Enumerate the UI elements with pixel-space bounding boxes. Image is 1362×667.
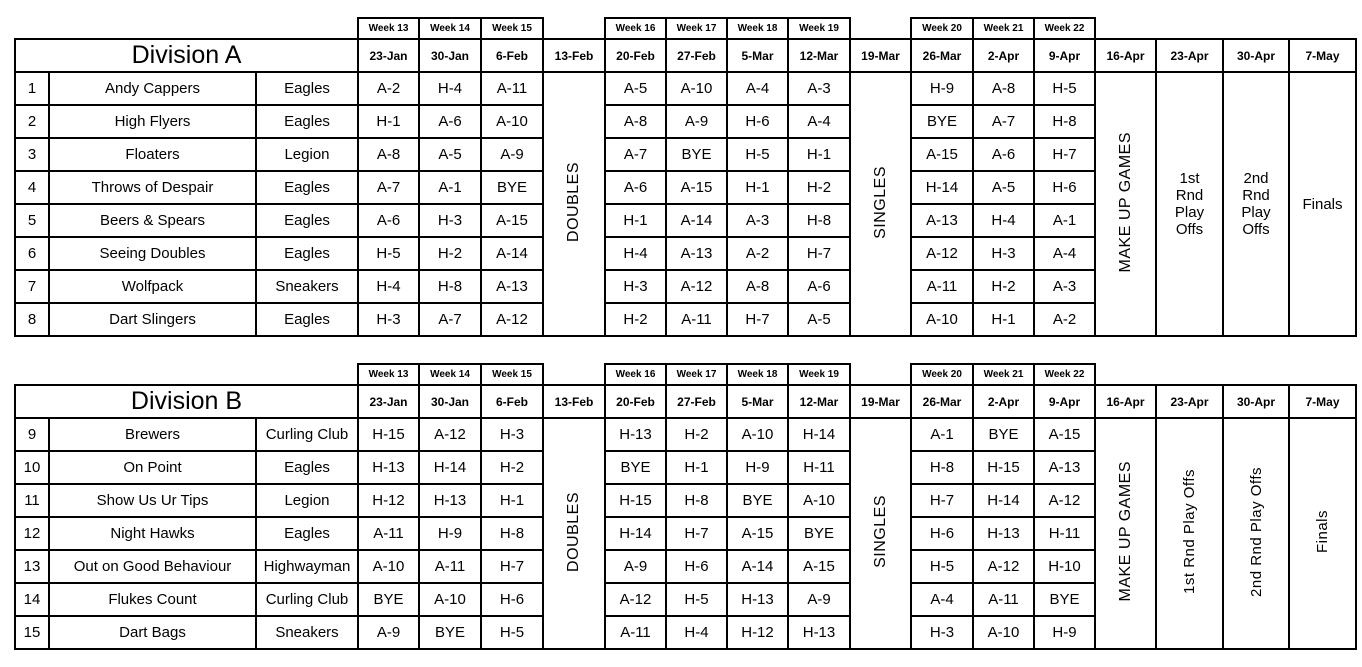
match-cell: H-2 — [605, 303, 666, 336]
match-cell: A-12 — [605, 583, 666, 616]
team-row — [15, 72, 1356, 105]
week-label: Week 13 — [358, 18, 419, 39]
date-header: 9-Apr — [1034, 39, 1095, 72]
team-name: Floaters — [49, 138, 256, 171]
match-cell: A-13 — [481, 270, 543, 303]
match-cell: A-7 — [358, 171, 419, 204]
match-cell: A-10 — [666, 72, 727, 105]
team-venue: Sneakers — [256, 616, 358, 649]
playoff-round2-cell — [1223, 72, 1289, 336]
week-label: Week 16 — [605, 18, 666, 39]
team-name: Seeing Doubles — [49, 237, 256, 270]
match-cell: H-11 — [788, 451, 850, 484]
playoff-round1-cell — [1156, 418, 1223, 649]
match-cell: BYE — [605, 451, 666, 484]
match-cell: A-4 — [911, 583, 973, 616]
match-cell: H-1 — [727, 171, 788, 204]
match-cell: H-4 — [605, 237, 666, 270]
playoff-round1-label: 1st Rnd Play Offs — [1181, 469, 1198, 594]
match-cell: A-6 — [419, 105, 481, 138]
match-cell: A-6 — [605, 171, 666, 204]
doubles-cell — [543, 72, 605, 336]
team-number: 13 — [15, 550, 49, 583]
match-cell: A-8 — [358, 138, 419, 171]
team-venue: Eagles — [256, 237, 358, 270]
doubles-label: DOUBLES — [565, 162, 582, 242]
match-cell: BYE — [481, 171, 543, 204]
playoff-round2-cell — [1223, 418, 1289, 649]
division-title: Division A — [15, 39, 358, 72]
match-cell: A-5 — [419, 138, 481, 171]
match-cell: A-10 — [911, 303, 973, 336]
match-cell: A-10 — [358, 550, 419, 583]
match-cell: A-5 — [605, 72, 666, 105]
week-label: Week 21 — [973, 364, 1034, 385]
match-cell: H-2 — [788, 171, 850, 204]
match-cell: A-7 — [419, 303, 481, 336]
finals-cell — [1289, 418, 1356, 649]
division-title: Division B — [15, 385, 358, 418]
date-header-row — [15, 39, 1356, 72]
team-name: Throws of Despair — [49, 171, 256, 204]
team-name: Show Us Ur Tips — [49, 484, 256, 517]
date-header: 23-Apr — [1156, 39, 1223, 72]
match-cell: A-5 — [973, 171, 1034, 204]
date-header: 13-Feb — [543, 39, 605, 72]
match-cell: A-11 — [358, 517, 419, 550]
playoff-round1-cell — [1156, 72, 1223, 336]
match-cell: H-3 — [911, 616, 973, 649]
match-cell: H-15 — [973, 451, 1034, 484]
team-number: 4 — [15, 171, 49, 204]
week-label: Week 19 — [788, 18, 850, 39]
team-venue: Curling Club — [256, 583, 358, 616]
match-cell: H-7 — [788, 237, 850, 270]
match-cell: H-2 — [481, 451, 543, 484]
team-venue: Legion — [256, 138, 358, 171]
date-header: 12-Mar — [788, 385, 850, 418]
match-cell: A-14 — [481, 237, 543, 270]
match-cell: BYE — [666, 138, 727, 171]
match-cell: H-3 — [481, 418, 543, 451]
match-cell: A-13 — [1034, 451, 1095, 484]
match-cell: A-13 — [911, 204, 973, 237]
match-cell: A-11 — [911, 270, 973, 303]
match-cell: H-8 — [419, 270, 481, 303]
singles-cell — [850, 72, 911, 336]
date-header: 6-Feb — [481, 385, 543, 418]
match-cell: A-10 — [788, 484, 850, 517]
match-cell: H-4 — [358, 270, 419, 303]
match-cell: BYE — [788, 517, 850, 550]
makeup-games-cell — [1095, 72, 1156, 336]
date-header: 30-Jan — [419, 385, 481, 418]
date-header-row — [15, 385, 1356, 418]
match-cell: A-3 — [727, 204, 788, 237]
team-name: Beers & Spears — [49, 204, 256, 237]
match-cell: H-14 — [788, 418, 850, 451]
match-cell: H-8 — [788, 204, 850, 237]
match-cell: H-13 — [788, 616, 850, 649]
match-cell: BYE — [727, 484, 788, 517]
team-name: Andy Cappers — [49, 72, 256, 105]
team-number: 8 — [15, 303, 49, 336]
week-label: Week 17 — [666, 364, 727, 385]
date-header: 19-Mar — [850, 39, 911, 72]
match-cell: H-4 — [973, 204, 1034, 237]
match-cell: A-7 — [973, 105, 1034, 138]
week-row — [15, 18, 1356, 39]
team-number: 12 — [15, 517, 49, 550]
match-cell: A-1 — [911, 418, 973, 451]
match-cell: A-3 — [1034, 270, 1095, 303]
division-b-table — [14, 363, 1357, 650]
team-venue: Eagles — [256, 105, 358, 138]
week-label: Week 16 — [605, 364, 666, 385]
match-cell: H-15 — [605, 484, 666, 517]
match-cell: H-7 — [481, 550, 543, 583]
match-cell: H-9 — [1034, 616, 1095, 649]
makeup-games-cell — [1095, 418, 1156, 649]
match-cell: A-13 — [666, 237, 727, 270]
week-label: Week 14 — [419, 364, 481, 385]
match-cell: BYE — [911, 105, 973, 138]
division-a-table — [14, 17, 1357, 337]
match-cell: A-15 — [911, 138, 973, 171]
makeup-games-label: MAKE UP GAMES — [1116, 131, 1134, 273]
match-cell: H-13 — [973, 517, 1034, 550]
match-cell: A-12 — [973, 550, 1034, 583]
date-header: 2-Apr — [973, 385, 1034, 418]
date-header: 30-Jan — [419, 39, 481, 72]
match-cell: H-1 — [481, 484, 543, 517]
date-header: 6-Feb — [481, 39, 543, 72]
match-cell: H-13 — [358, 451, 419, 484]
date-header: 2-Apr — [973, 39, 1034, 72]
date-header: 30-Apr — [1223, 385, 1289, 418]
match-cell: H-1 — [358, 105, 419, 138]
date-header: 26-Mar — [911, 39, 973, 72]
match-cell: A-11 — [419, 550, 481, 583]
match-cell: A-8 — [973, 72, 1034, 105]
date-header: 20-Feb — [605, 385, 666, 418]
match-cell: H-7 — [727, 303, 788, 336]
date-header: 27-Feb — [666, 385, 727, 418]
week-label: Week 20 — [911, 18, 973, 39]
team-number: 11 — [15, 484, 49, 517]
playoff-round1-label: 1st Rnd Play Offs — [1174, 170, 1205, 238]
match-cell: A-12 — [419, 418, 481, 451]
match-cell: A-4 — [727, 72, 788, 105]
match-cell: H-14 — [419, 451, 481, 484]
match-cell: BYE — [419, 616, 481, 649]
team-venue: Highwayman — [256, 550, 358, 583]
match-cell: H-6 — [1034, 171, 1095, 204]
match-cell: A-11 — [605, 616, 666, 649]
match-cell: A-11 — [973, 583, 1034, 616]
match-cell: BYE — [358, 583, 419, 616]
team-name: High Flyers — [49, 105, 256, 138]
match-cell: A-6 — [358, 204, 419, 237]
match-cell: H-11 — [1034, 517, 1095, 550]
date-header: 5-Mar — [727, 385, 788, 418]
match-cell: H-9 — [419, 517, 481, 550]
date-header: 9-Apr — [1034, 385, 1095, 418]
team-venue: Sneakers — [256, 270, 358, 303]
week-label: Week 22 — [1034, 18, 1095, 39]
match-cell: A-9 — [358, 616, 419, 649]
match-cell: H-3 — [358, 303, 419, 336]
week-label: Week 18 — [727, 18, 788, 39]
match-cell: H-12 — [358, 484, 419, 517]
match-cell: A-12 — [1034, 484, 1095, 517]
match-cell: A-15 — [788, 550, 850, 583]
doubles-label: DOUBLES — [565, 491, 582, 572]
match-cell: A-9 — [481, 138, 543, 171]
match-cell: H-7 — [1034, 138, 1095, 171]
match-cell: H-5 — [358, 237, 419, 270]
match-cell: A-1 — [419, 171, 481, 204]
week-label: Week 15 — [481, 18, 543, 39]
match-cell: H-6 — [666, 550, 727, 583]
match-cell: BYE — [1034, 583, 1095, 616]
date-header: 23-Apr — [1156, 385, 1223, 418]
match-cell: A-3 — [788, 72, 850, 105]
singles-label: SINGLES — [871, 495, 889, 568]
week-label: Week 18 — [727, 364, 788, 385]
match-cell: H-14 — [605, 517, 666, 550]
team-number: 14 — [15, 583, 49, 616]
team-venue: Eagles — [256, 451, 358, 484]
team-venue: Eagles — [256, 72, 358, 105]
week-label: Week 13 — [358, 364, 419, 385]
match-cell: H-13 — [727, 583, 788, 616]
team-row — [15, 418, 1356, 451]
match-cell: H-2 — [419, 237, 481, 270]
match-cell: A-1 — [1034, 204, 1095, 237]
match-cell: A-7 — [605, 138, 666, 171]
date-header: 20-Feb — [605, 39, 666, 72]
playoff-round2-label: 2nd Rnd Play Offs — [1241, 170, 1271, 238]
team-name: Flukes Count — [49, 583, 256, 616]
team-number: 5 — [15, 204, 49, 237]
match-cell: BYE — [973, 418, 1034, 451]
match-cell: A-15 — [1034, 418, 1095, 451]
date-header: 7-May — [1289, 39, 1356, 72]
doubles-cell — [543, 418, 605, 649]
match-cell: H-5 — [481, 616, 543, 649]
match-cell: H-8 — [911, 451, 973, 484]
date-header: 5-Mar — [727, 39, 788, 72]
match-cell: A-15 — [481, 204, 543, 237]
match-cell: A-9 — [666, 105, 727, 138]
team-number: 1 — [15, 72, 49, 105]
date-header: 23-Jan — [358, 385, 419, 418]
match-cell: H-1 — [973, 303, 1034, 336]
team-name: Out on Good Behaviour — [49, 550, 256, 583]
match-cell: A-11 — [666, 303, 727, 336]
team-venue: Eagles — [256, 171, 358, 204]
match-cell: A-2 — [1034, 303, 1095, 336]
match-cell: A-5 — [788, 303, 850, 336]
match-cell: A-12 — [666, 270, 727, 303]
team-name: On Point — [49, 451, 256, 484]
week-label: Week 19 — [788, 364, 850, 385]
match-cell: H-3 — [419, 204, 481, 237]
match-cell: H-5 — [666, 583, 727, 616]
team-venue: Legion — [256, 484, 358, 517]
team-name: Dart Slingers — [49, 303, 256, 336]
team-venue: Eagles — [256, 204, 358, 237]
match-cell: H-3 — [605, 270, 666, 303]
match-cell: H-8 — [1034, 105, 1095, 138]
match-cell: H-1 — [788, 138, 850, 171]
match-cell: A-2 — [358, 72, 419, 105]
match-cell: H-1 — [666, 451, 727, 484]
match-cell: A-2 — [727, 237, 788, 270]
match-cell: H-3 — [973, 237, 1034, 270]
match-cell: H-5 — [911, 550, 973, 583]
match-cell: A-9 — [605, 550, 666, 583]
team-number: 3 — [15, 138, 49, 171]
match-cell: A-12 — [481, 303, 543, 336]
team-venue: Eagles — [256, 303, 358, 336]
date-header: 12-Mar — [788, 39, 850, 72]
match-cell: A-15 — [727, 517, 788, 550]
match-cell: H-13 — [605, 418, 666, 451]
makeup-games-label: MAKE UP GAMES — [1116, 461, 1134, 602]
team-name: Brewers — [49, 418, 256, 451]
match-cell: H-12 — [727, 616, 788, 649]
match-cell: A-8 — [605, 105, 666, 138]
week-row — [15, 364, 1356, 385]
match-cell: A-14 — [727, 550, 788, 583]
match-cell: H-13 — [419, 484, 481, 517]
date-header: 16-Apr — [1095, 39, 1156, 72]
week-label: Week 21 — [973, 18, 1034, 39]
match-cell: A-14 — [666, 204, 727, 237]
match-cell: A-11 — [481, 72, 543, 105]
match-cell: H-10 — [1034, 550, 1095, 583]
match-cell: H-9 — [727, 451, 788, 484]
finals-cell — [1289, 72, 1356, 336]
singles-label: SINGLES — [871, 165, 889, 239]
week-label: Week 15 — [481, 364, 543, 385]
match-cell: A-8 — [727, 270, 788, 303]
match-cell: H-8 — [666, 484, 727, 517]
team-number: 9 — [15, 418, 49, 451]
match-cell: H-4 — [666, 616, 727, 649]
match-cell: A-12 — [911, 237, 973, 270]
week-label: Week 17 — [666, 18, 727, 39]
match-cell: A-10 — [973, 616, 1034, 649]
date-header: 30-Apr — [1223, 39, 1289, 72]
team-number: 10 — [15, 451, 49, 484]
match-cell: H-2 — [666, 418, 727, 451]
match-cell: H-14 — [973, 484, 1034, 517]
match-cell: H-7 — [666, 517, 727, 550]
match-cell: A-10 — [481, 105, 543, 138]
match-cell: H-8 — [481, 517, 543, 550]
match-cell: A-4 — [788, 105, 850, 138]
team-number: 2 — [15, 105, 49, 138]
match-cell: H-7 — [911, 484, 973, 517]
match-cell: A-6 — [788, 270, 850, 303]
date-header: 23-Jan — [358, 39, 419, 72]
team-venue: Curling Club — [256, 418, 358, 451]
date-header: 19-Mar — [850, 385, 911, 418]
date-header: 16-Apr — [1095, 385, 1156, 418]
match-cell: H-6 — [911, 517, 973, 550]
date-header: 7-May — [1289, 385, 1356, 418]
team-name: Dart Bags — [49, 616, 256, 649]
match-cell: H-15 — [358, 418, 419, 451]
date-header: 13-Feb — [543, 385, 605, 418]
week-label: Week 22 — [1034, 364, 1095, 385]
match-cell: A-4 — [1034, 237, 1095, 270]
team-number: 15 — [15, 616, 49, 649]
singles-cell — [850, 418, 911, 649]
match-cell: A-10 — [727, 418, 788, 451]
match-cell: H-1 — [605, 204, 666, 237]
finals-label: Finals — [1314, 509, 1331, 553]
match-cell: H-14 — [911, 171, 973, 204]
match-cell: H-6 — [727, 105, 788, 138]
match-cell: H-6 — [481, 583, 543, 616]
match-cell: A-10 — [419, 583, 481, 616]
date-header: 26-Mar — [911, 385, 973, 418]
match-cell: A-15 — [666, 171, 727, 204]
match-cell: H-2 — [973, 270, 1034, 303]
finals-label: Finals — [1302, 195, 1343, 213]
week-label: Week 14 — [419, 18, 481, 39]
team-name: Night Hawks — [49, 517, 256, 550]
week-label: Week 20 — [911, 364, 973, 385]
match-cell: A-9 — [788, 583, 850, 616]
team-number: 6 — [15, 237, 49, 270]
team-name: Wolfpack — [49, 270, 256, 303]
team-venue: Eagles — [256, 517, 358, 550]
match-cell: H-5 — [727, 138, 788, 171]
match-cell: H-4 — [419, 72, 481, 105]
team-number: 7 — [15, 270, 49, 303]
playoff-round2-label: 2nd Rnd Play Offs — [1247, 466, 1265, 597]
match-cell: H-9 — [911, 72, 973, 105]
match-cell: A-6 — [973, 138, 1034, 171]
date-header: 27-Feb — [666, 39, 727, 72]
match-cell: H-5 — [1034, 72, 1095, 105]
